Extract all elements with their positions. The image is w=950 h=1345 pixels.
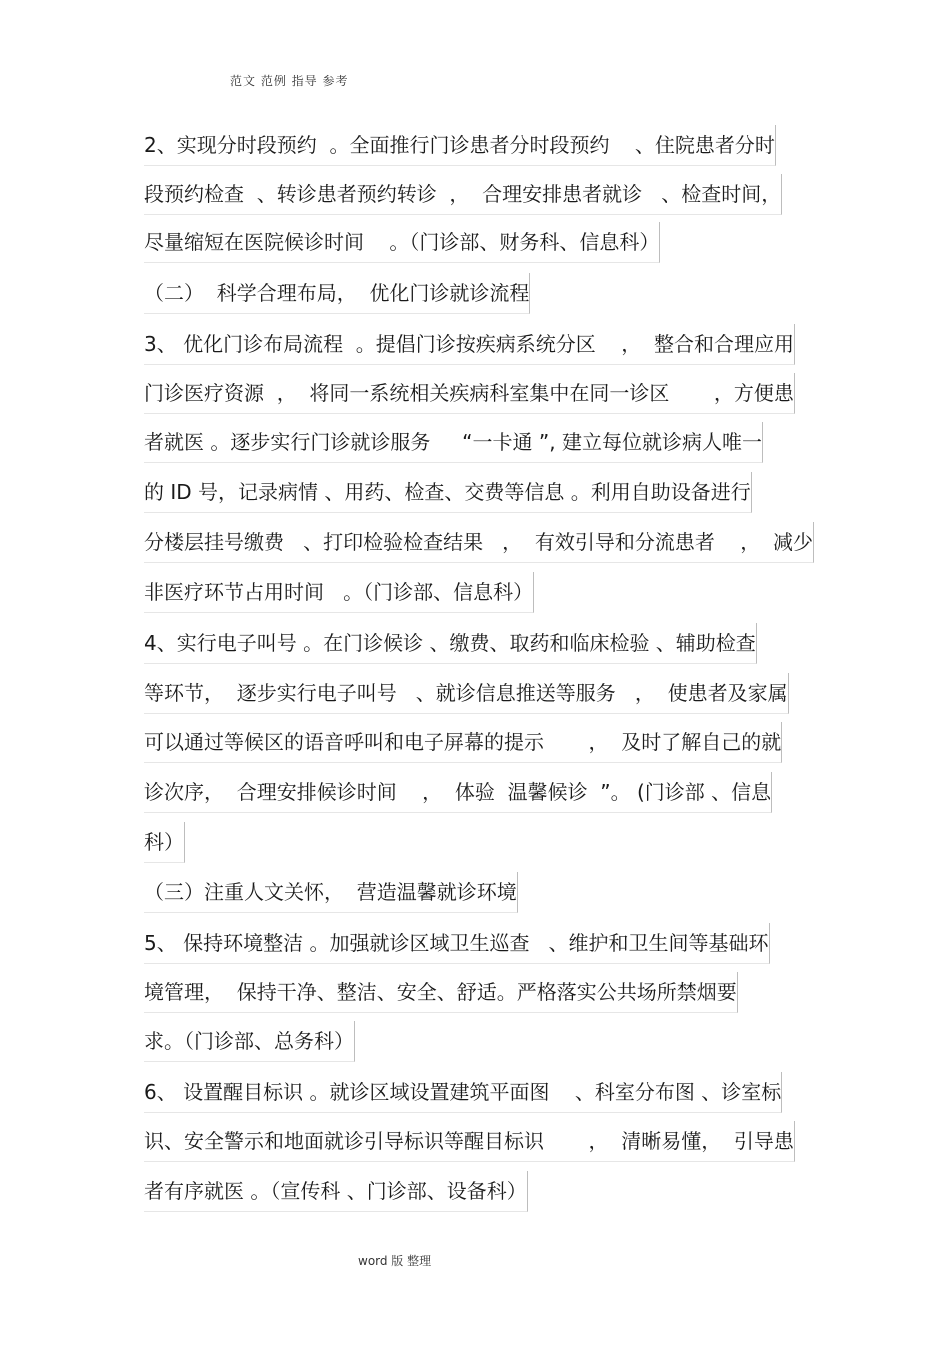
text-line: 6、 设置醒目标识 。就诊区域设置建筑平面图 、科室分布图 、诊室标 (144, 1072, 782, 1113)
text-line: 非医疗环节占用时间 。（门诊部、信息科） (144, 572, 534, 613)
text-line: 求。（门诊部、总务科） (144, 1021, 355, 1062)
text-line: 境管理， 保持干净、整洁、安全、舒适。严格落实公共场所禁烟要 (144, 972, 738, 1013)
text-line: 3、 优化门诊布局流程 。提倡门诊按疾病系统分区 ， 整合和合理应用 (144, 324, 795, 365)
text-line: 4、实行电子叫号 。在门诊候诊 、缴费、取药和临床检验 、辅助检查 (144, 623, 757, 664)
text-line: 识、安全警示和地面就诊引导标识等醒目标识 ， 清晰易懂， 引导患 (144, 1121, 795, 1162)
text-line: 尽量缩短在医院候诊时间 。（门诊部、财务科、信息科） (144, 222, 660, 263)
text-line: 的 ID 号，记录病情 、用药、检查、交费等信息 。利用自助设备进行 (144, 472, 752, 513)
page-header: 范文 范例 指导 参考 (230, 74, 349, 88)
text-line: 门诊医疗资源 ， 将同一系统相关疾病科室集中在同一诊区 ，方便患 (144, 373, 795, 414)
text-line: 者就医 。逐步实行门诊就诊服务 “一卡通 ”, 建立每位就诊病人唯一 (144, 422, 763, 463)
text-line: 者有序就医 。（宣传科 、门诊部、设备科） (144, 1171, 528, 1212)
text-line: 诊次序， 合理安排候诊时间 ， 体验 温馨候诊 ”。 (门诊部 、信息 (144, 772, 772, 813)
text-line: 等环节， 逐步实行电子叫号 、就诊信息推送等服务 ， 使患者及家属 (144, 673, 789, 714)
text-line: 分楼层挂号缴费 、打印检验检查结果 ， 有效引导和分流患者 ， 减少 (144, 522, 814, 563)
text-line: 段预约检查 、转诊患者预约转诊 ， 合理安排患者就诊 、检查时间， (144, 174, 782, 215)
section-heading: （三）注重人文关怀， 营造温馨就诊环境 (144, 872, 518, 913)
text-line: 科） (144, 822, 185, 863)
page-footer: word 版 整理 (358, 1254, 432, 1268)
text-line: 可以通过等候区的语音呼叫和电子屏幕的提示 ， 及时了解自己的就 (144, 722, 782, 763)
text-line: 5、 保持环境整洁 。加强就诊区域卫生巡查 、维护和卫生间等基础环 (144, 923, 770, 964)
text-line: 2、实现分时段预约 。全面推行门诊患者分时段预约 、住院患者分时 (144, 125, 776, 166)
section-heading: （二） 科学合理布局， 优化门诊就诊流程 (144, 273, 530, 314)
